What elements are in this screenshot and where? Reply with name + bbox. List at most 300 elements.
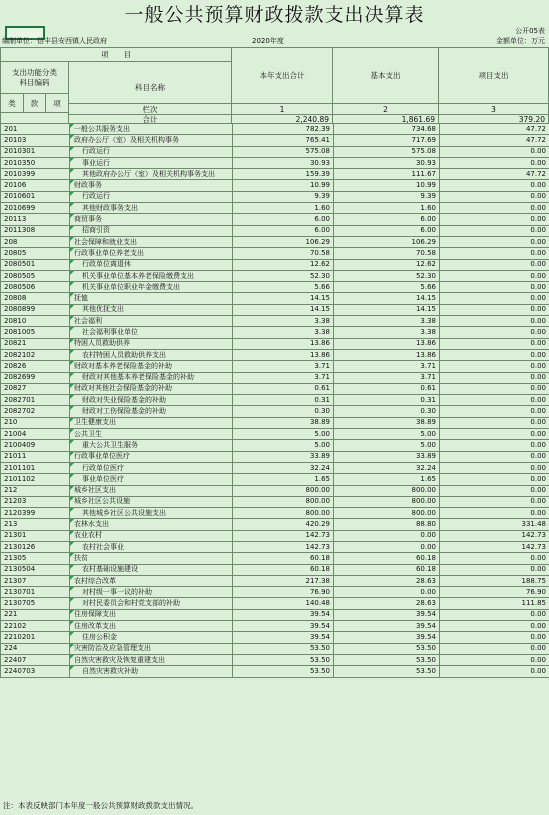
table-row [1,406,549,417]
cell-project[interactable]: 0.00 [440,316,549,327]
cell-code[interactable]: 2080506 [1,282,70,293]
cell-basic[interactable]: 32.24 [334,462,440,473]
cell-project[interactable]: 0.00 [440,621,549,632]
cell-name[interactable]: 政府办公厅（室）及相关机构事务 [70,135,233,146]
cell-code[interactable]: 20808 [1,293,70,304]
cell-name[interactable]: 城乡社区支出 [70,485,233,496]
table-row [1,146,549,157]
cell-total[interactable]: 10.99 [233,180,334,191]
cell-basic[interactable]: 28.63 [334,598,440,609]
cell-total[interactable]: 6.00 [233,214,334,225]
header-line-1: 1 [231,103,333,115]
table-row [1,383,549,394]
cell-basic[interactable]: 39.54 [334,621,440,632]
cell-name[interactable]: 商贸事务 [70,214,233,225]
cell-basic[interactable]: 717.69 [334,135,440,146]
cell-total[interactable]: 52.30 [233,270,334,281]
cell-name[interactable]: 财政对工伤保险基金的补助 [70,406,233,417]
currency-unit: 金额单位：万元 [496,37,545,45]
compiling-unit: 编制单位：信丰县安西镇人民政府 [2,37,107,45]
cell-name[interactable]: 自然灾害救灾补助 [70,666,233,677]
cell-name[interactable]: 农村综合改革 [70,575,233,586]
cell-project[interactable]: 0.00 [440,440,549,451]
header-project-expense: 项目支出 [438,47,549,104]
table-row [1,553,549,564]
cell-project[interactable]: 0.00 [440,349,549,360]
cell-basic[interactable]: 734.68 [334,124,440,135]
cell-project[interactable]: 0.00 [440,214,549,225]
cell-project[interactable]: 0.00 [440,270,549,281]
cell-project[interactable]: 0.00 [440,157,549,168]
cell-name[interactable]: 行政运行 [70,191,233,202]
cell-basic[interactable]: 800.00 [334,485,440,496]
cell-project[interactable]: 0.00 [440,361,549,372]
header-basic-expense: 基本支出 [332,47,439,104]
cell-code[interactable]: 213 [1,519,70,530]
cell-total[interactable]: 60.18 [233,553,334,564]
cell-project[interactable]: 47.72 [440,169,549,180]
cell-code[interactable]: 210 [1,417,70,428]
total-value-3[interactable]: 379.20 [438,114,549,124]
cell-basic[interactable]: 13.86 [334,349,440,360]
cell-basic[interactable]: 53.50 [334,654,440,665]
cell-code[interactable]: 2130504 [1,564,70,575]
cell-project[interactable]: 0.00 [440,496,549,507]
table-row [1,541,549,552]
cell-total[interactable]: 30.93 [233,157,334,168]
table-row [1,519,549,530]
table-row [1,632,549,643]
cell-name[interactable]: 财政事务 [70,180,233,191]
cell-code[interactable]: 21305 [1,553,70,564]
cell-project[interactable]: 0.00 [440,417,549,428]
cell-code[interactable]: 21301 [1,530,70,541]
cell-basic[interactable]: 10.99 [334,180,440,191]
cell-name[interactable]: 事业运行 [70,157,233,168]
cell-name[interactable]: 农村特困人员救助供养支出 [70,349,233,360]
cell-code[interactable]: 2080899 [1,304,70,315]
table-row [1,236,549,247]
cell-code[interactable]: 20805 [1,248,70,259]
cell-name[interactable]: 机关事业单位职业年金缴费支出 [70,282,233,293]
cell-project[interactable]: 0.00 [440,395,549,406]
total-value-2[interactable]: 1,861.69 [332,114,439,124]
cell-total[interactable]: 782.39 [233,124,334,135]
table-row [1,135,549,146]
table-row [1,643,549,654]
cell-basic[interactable]: 5.66 [334,282,440,293]
table-row [1,270,549,281]
cell-project[interactable]: 331.48 [440,519,549,530]
cell-project[interactable]: 0.00 [440,248,549,259]
table-row [1,654,549,665]
cell-code[interactable]: 2101102 [1,474,70,485]
cell-basic[interactable]: 800.00 [334,496,440,507]
cell-code[interactable]: 20827 [1,383,70,394]
table-row [1,609,549,620]
expense-table-body [1,124,549,678]
cell-basic[interactable]: 106.29 [334,236,440,247]
cell-total[interactable]: 70.58 [233,248,334,259]
cell-total[interactable]: 5.00 [233,440,334,451]
cell-code[interactable]: 21011 [1,451,70,462]
cell-total[interactable]: 140.48 [233,598,334,609]
cell-basic[interactable]: 60.18 [334,553,440,564]
cell-project[interactable]: 0.00 [440,203,549,214]
cell-total[interactable]: 142.73 [233,541,334,552]
cell-project[interactable]: 188.75 [440,575,549,586]
cell-basic[interactable]: 3.38 [334,327,440,338]
cell-project[interactable]: 0.00 [440,372,549,383]
report-year: 2020年度 [252,37,284,45]
cell-project[interactable]: 0.00 [440,654,549,665]
cell-basic[interactable]: 0.00 [334,530,440,541]
cell-total[interactable]: 800.00 [233,485,334,496]
cell-project[interactable]: 0.00 [440,474,549,485]
table-row [1,575,549,586]
table-row [1,451,549,462]
cell-name[interactable]: 招商引资 [70,225,233,236]
cell-basic[interactable]: 14.15 [334,304,440,315]
cell-project[interactable]: 0.00 [440,666,549,677]
table-row [1,564,549,575]
cell-project[interactable]: 47.72 [440,124,549,135]
cell-basic[interactable]: 14.15 [334,293,440,304]
cell-project[interactable]: 0.00 [440,146,549,157]
cell-total[interactable]: 33.89 [233,451,334,462]
cell-total[interactable]: 53.50 [233,654,334,665]
cell-code[interactable]: 2011308 [1,225,70,236]
cell-project[interactable]: 0.00 [440,225,549,236]
form-number: 公开05表 [515,27,545,35]
header-function-class: 支出功能分类 科目编码 [0,61,69,94]
cell-basic[interactable]: 5.00 [334,429,440,440]
cell-basic[interactable]: 575.08 [334,146,440,157]
cell-code[interactable]: 21004 [1,429,70,440]
cell-name[interactable]: 住房改革支出 [70,621,233,632]
cell-project[interactable]: 0.00 [440,632,549,643]
cell-project[interactable]: 0.00 [440,451,549,462]
cell-name[interactable]: 扶贫 [70,553,233,564]
cell-basic[interactable]: 52.30 [334,270,440,281]
table-row [1,293,549,304]
total-value-1[interactable]: 2,240.89 [231,114,333,124]
cell-name[interactable]: 财政对基本养老保险基金的补助 [70,361,233,372]
table-row [1,282,549,293]
cell-total[interactable]: 12.62 [233,259,334,270]
cell-basic[interactable]: 38.89 [334,417,440,428]
cell-name[interactable]: 灾害防治及应急管理支出 [70,643,233,654]
cell-name[interactable]: 一般公共服务支出 [70,124,233,135]
table-row [1,508,549,519]
cell-name[interactable]: 卫生健康支出 [70,417,233,428]
header-total-expense: 本年支出合计 [231,47,333,104]
cell-code[interactable]: 20113 [1,214,70,225]
cell-total[interactable]: 0.31 [233,395,334,406]
cell-name[interactable]: 自然灾害救灾及恢复重建支出 [70,654,233,665]
cell-name[interactable]: 农村基础设施建设 [70,564,233,575]
cell-code[interactable]: 20826 [1,361,70,372]
table-row [1,248,549,259]
cell-name[interactable]: 其他优抚支出 [70,304,233,315]
cell-code[interactable]: 2082102 [1,349,70,360]
cell-name[interactable]: 行政单位离退休 [70,259,233,270]
cell-basic[interactable]: 1.65 [334,474,440,485]
cell-basic[interactable]: 70.58 [334,248,440,259]
cell-name[interactable]: 公共卫生 [70,429,233,440]
cell-total[interactable]: 38.89 [233,417,334,428]
cell-project[interactable]: 0.00 [440,429,549,440]
cell-project[interactable]: 0.00 [440,236,549,247]
cell-project[interactable]: 0.00 [440,564,549,575]
cell-name[interactable]: 财政对失业保险基金的补助 [70,395,233,406]
cell-name[interactable]: 财政对其他基本养老保险基金的补助 [70,372,233,383]
cell-basic[interactable]: 13.86 [334,338,440,349]
header-col-kuan: 款 [23,93,46,113]
cell-code[interactable]: 2100409 [1,440,70,451]
cell-basic[interactable]: 39.54 [334,632,440,643]
cell-name[interactable]: 对村级一事一议的补助 [70,587,233,598]
cell-project[interactable]: 0.00 [440,406,549,417]
cell-total[interactable]: 32.24 [233,462,334,473]
cell-project[interactable]: 0.00 [440,643,549,654]
cell-code[interactable]: 22102 [1,621,70,632]
cell-basic[interactable]: 6.00 [334,225,440,236]
table-row [1,338,549,349]
cell-project[interactable]: 0.00 [440,485,549,496]
cell-project[interactable]: 0.00 [440,327,549,338]
cell-basic[interactable]: 9.39 [334,191,440,202]
cell-project[interactable]: 111.85 [440,598,549,609]
cell-project[interactable]: 0.00 [440,609,549,620]
cell-name[interactable]: 抚恤 [70,293,233,304]
table-row [1,417,549,428]
cell-project[interactable]: 142.73 [440,530,549,541]
cell-basic[interactable]: 1.60 [334,203,440,214]
cell-basic[interactable]: 53.50 [334,643,440,654]
cell-project[interactable]: 0.00 [440,191,549,202]
cell-name[interactable]: 财政对其他社会保险基金的补助 [70,383,233,394]
cell-name[interactable]: 农村社会事业 [70,541,233,552]
cell-project[interactable]: 0.00 [440,383,549,394]
cell-total[interactable]: 53.50 [233,666,334,677]
cell-name[interactable]: 特困人员救助供养 [70,338,233,349]
cell-total[interactable]: 9.39 [233,191,334,202]
cell-total[interactable]: 800.00 [233,508,334,519]
cell-code[interactable]: 212 [1,485,70,496]
cell-total[interactable]: 13.86 [233,338,334,349]
cell-basic[interactable]: 30.93 [334,157,440,168]
cell-code[interactable]: 2101101 [1,462,70,473]
cell-code[interactable]: 2082702 [1,406,70,417]
cell-total[interactable]: 39.54 [233,609,334,620]
cell-name[interactable]: 住房保障支出 [70,609,233,620]
cell-total[interactable]: 3.38 [233,316,334,327]
cell-code[interactable]: 20106 [1,180,70,191]
cell-total[interactable]: 575.08 [233,146,334,157]
cell-total[interactable]: 3.38 [233,327,334,338]
cell-total[interactable]: 1.65 [233,474,334,485]
cell-total[interactable]: 3.71 [233,361,334,372]
cell-name[interactable]: 机关事业单位基本养老保险缴费支出 [70,270,233,281]
cell-code[interactable]: 2082701 [1,395,70,406]
cell-name[interactable]: 农业农村 [70,530,233,541]
cell-code[interactable]: 2010350 [1,157,70,168]
table-row [1,666,549,677]
cell-code[interactable]: 224 [1,643,70,654]
cell-total[interactable]: 5.00 [233,429,334,440]
cell-code[interactable]: 2010301 [1,146,70,157]
cell-basic[interactable]: 28.63 [334,575,440,586]
cell-basic[interactable]: 0.00 [334,587,440,598]
cell-total[interactable]: 3.71 [233,372,334,383]
cell-total[interactable]: 39.54 [233,632,334,643]
cell-total[interactable]: 1.60 [233,203,334,214]
cell-basic[interactable]: 12.62 [334,259,440,270]
cell-total[interactable]: 13.86 [233,349,334,360]
cell-basic[interactable]: 5.00 [334,440,440,451]
footer-note: 注：本表反映部门本年度一般公共预算财政拨款支出情况。 [3,801,198,810]
cell-code[interactable]: 2010699 [1,203,70,214]
cell-basic[interactable]: 3.38 [334,316,440,327]
cell-code[interactable]: 2080501 [1,259,70,270]
cell-name[interactable]: 其他政府办公厅（室）及相关机构事务支出 [70,169,233,180]
cell-code[interactable]: 208 [1,236,70,247]
cell-name[interactable]: 其他城乡社区公共设施支出 [70,508,233,519]
cell-name[interactable]: 农林水支出 [70,519,233,530]
cell-code[interactable]: 2080505 [1,270,70,281]
cell-basic[interactable]: 0.61 [334,383,440,394]
cell-total[interactable]: 14.15 [233,293,334,304]
cell-basic[interactable]: 33.89 [334,451,440,462]
cell-code[interactable]: 20103 [1,135,70,146]
cell-project[interactable]: 0.00 [440,553,549,564]
cell-code[interactable]: 2130126 [1,541,70,552]
cell-name[interactable]: 对村民委员会和村党支部的补助 [70,598,233,609]
cell-basic[interactable]: 3.71 [334,372,440,383]
cell-basic[interactable]: 6.00 [334,214,440,225]
table-row [1,124,549,135]
cell-total[interactable]: 0.30 [233,406,334,417]
header-col-xiang: 项 [45,93,69,113]
cell-name[interactable]: 行政运行 [70,146,233,157]
cell-project[interactable]: 0.00 [440,282,549,293]
header-line-label: 栏次 [68,103,232,115]
table-row [1,496,549,507]
cell-code[interactable]: 2210201 [1,632,70,643]
cell-basic[interactable]: 53.50 [334,666,440,677]
cell-total[interactable]: 53.50 [233,643,334,654]
cell-project[interactable]: 76.90 [440,587,549,598]
table-row [1,191,549,202]
cell-code[interactable]: 20810 [1,316,70,327]
cell-total[interactable]: 14.15 [233,304,334,315]
cell-project[interactable]: 0.00 [440,293,549,304]
cell-code[interactable]: 2130705 [1,598,70,609]
cell-total[interactable]: 142.73 [233,530,334,541]
table-row [1,474,549,485]
cell-total[interactable]: 6.00 [233,225,334,236]
cell-basic[interactable]: 0.00 [334,541,440,552]
table-row [1,361,549,372]
cell-code[interactable]: 201 [1,124,70,135]
cell-code[interactable]: 2130701 [1,587,70,598]
table-row [1,169,549,180]
cell-code[interactable]: 21203 [1,496,70,507]
cell-name[interactable]: 重大公共卫生服务 [70,440,233,451]
cell-code[interactable]: 2240703 [1,666,70,677]
cell-basic[interactable]: 111.67 [334,169,440,180]
cell-project[interactable]: 47.72 [440,135,549,146]
cell-code[interactable]: 2120399 [1,508,70,519]
cell-name[interactable]: 城乡社区公共设施 [70,496,233,507]
total-label[interactable]: 合计 [68,114,232,124]
cell-project[interactable]: 0.00 [440,508,549,519]
cell-total[interactable]: 800.00 [233,496,334,507]
cell-project[interactable]: 142.73 [440,541,549,552]
table-row [1,462,549,473]
cell-code[interactable]: 2010399 [1,169,70,180]
cell-total[interactable]: 159.39 [233,169,334,180]
cell-total[interactable]: 60.18 [233,564,334,575]
cell-name[interactable]: 行政单位医疗 [70,462,233,473]
cell-code[interactable]: 22407 [1,654,70,665]
cell-total[interactable]: 765.41 [233,135,334,146]
cell-code[interactable]: 20821 [1,338,70,349]
cell-basic[interactable]: 0.30 [334,406,440,417]
table-row [1,395,549,406]
cell-basic[interactable]: 39.54 [334,609,440,620]
cell-name[interactable]: 社会保障和就业支出 [70,236,233,247]
cell-project[interactable]: 0.00 [440,304,549,315]
cell-total[interactable]: 420.29 [233,519,334,530]
cell-project[interactable]: 0.00 [440,462,549,473]
cell-code[interactable]: 221 [1,609,70,620]
cell-total[interactable]: 106.29 [233,236,334,247]
cell-basic[interactable]: 88.80 [334,519,440,530]
cell-code[interactable]: 2082699 [1,372,70,383]
cell-name[interactable]: 其他财政事务支出 [70,203,233,214]
cell-code[interactable]: 2010601 [1,191,70,202]
cell-total[interactable]: 0.61 [233,383,334,394]
cell-basic[interactable]: 800.00 [334,508,440,519]
table-row [1,587,549,598]
report-title: 一般公共预算财政拨款支出决算表 [124,4,425,26]
cell-total[interactable]: 217.38 [233,575,334,586]
table-row [1,316,549,327]
cell-code[interactable]: 21307 [1,575,70,586]
cell-name[interactable]: 住房公积金 [70,632,233,643]
cell-basic[interactable]: 0.31 [334,395,440,406]
cell-basic[interactable]: 3.71 [334,361,440,372]
cell-name[interactable]: 行政事业单位医疗 [70,451,233,462]
cell-project[interactable]: 0.00 [440,338,549,349]
cell-basic[interactable]: 60.18 [334,564,440,575]
cell-total[interactable]: 5.66 [233,282,334,293]
table-row [1,598,549,609]
cell-name[interactable]: 社会福利 [70,316,233,327]
header-col-class: 类 [0,93,24,113]
cell-total[interactable]: 39.54 [233,621,334,632]
cell-project[interactable]: 0.00 [440,180,549,191]
cell-code[interactable]: 2081005 [1,327,70,338]
table-row [1,485,549,496]
cell-total[interactable]: 76.90 [233,587,334,598]
cell-name[interactable]: 行政事业单位养老支出 [70,248,233,259]
cell-name[interactable]: 社会福利事业单位 [70,327,233,338]
cell-project[interactable]: 0.00 [440,259,549,270]
cell-name[interactable]: 事业单位医疗 [70,474,233,485]
